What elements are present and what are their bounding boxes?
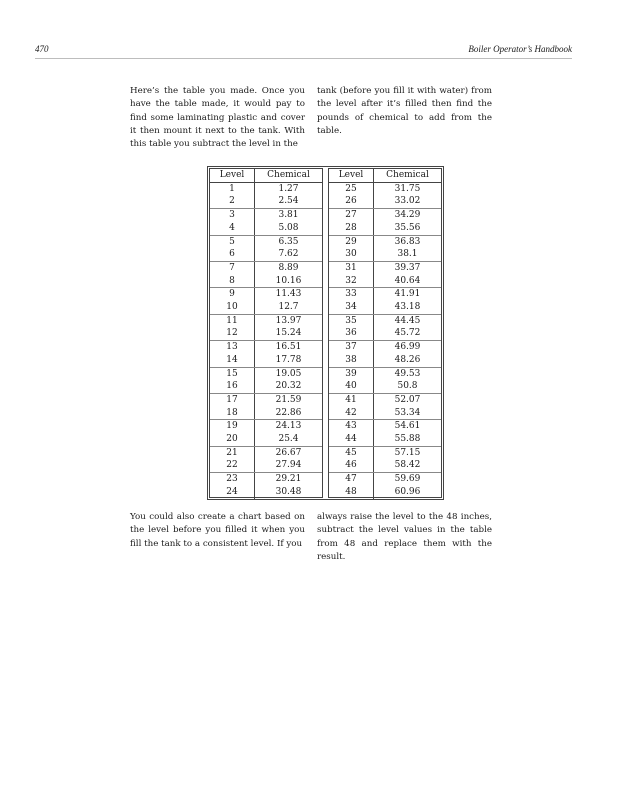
level-cell: 20 xyxy=(210,433,255,446)
chemical-cell: 53.34 xyxy=(374,407,442,420)
chemical-cell: 27.94 xyxy=(255,459,323,472)
page-number: 470 xyxy=(35,44,49,54)
table-row xyxy=(329,195,441,208)
chemical-cell: 52.07 xyxy=(394,394,421,405)
level-cell: 7 xyxy=(210,261,255,274)
table-left-block xyxy=(209,168,323,498)
table-row xyxy=(210,486,322,499)
chemical-cell: 48.26 xyxy=(374,354,442,367)
chemical-cell: 10.16 xyxy=(255,275,323,288)
table-row xyxy=(329,420,441,433)
table-row xyxy=(210,473,322,486)
table-row xyxy=(329,182,441,195)
chemical-cell: 12.7 xyxy=(255,301,323,314)
table-row xyxy=(210,301,322,314)
table-row xyxy=(210,314,322,327)
table-row xyxy=(329,459,441,472)
chemical-cell: 16.51 xyxy=(275,342,302,353)
table-right xyxy=(329,169,441,499)
table-row xyxy=(329,301,441,314)
chemical-cell: 43.18 xyxy=(374,301,442,314)
level-cell: 43 xyxy=(329,420,374,433)
level-cell: 40 xyxy=(329,380,374,393)
header-chemical: Chemical xyxy=(374,169,442,182)
chemical-cell: 38.1 xyxy=(374,248,442,261)
chemical-cell: 15.24 xyxy=(255,327,323,340)
chemical-cell: 11.43 xyxy=(275,289,302,300)
level-cell: 25 xyxy=(329,182,374,195)
paragraph-followup-right: always raise the level to the 48 inches, subtract the level values in the table from 48 and replace them with the result. xyxy=(317,512,492,562)
chemical-cell: 39.37 xyxy=(394,262,421,273)
chemical-cell: 57.15 xyxy=(394,447,421,458)
level-cell: 26 xyxy=(329,195,374,208)
level-cell: 6 xyxy=(210,248,255,261)
level-cell: 1 xyxy=(210,182,255,195)
table-row xyxy=(329,367,441,380)
level-cell: 11 xyxy=(210,314,255,327)
level-cell: 31 xyxy=(329,261,374,274)
table-header-row xyxy=(210,169,322,182)
table-row xyxy=(329,209,441,222)
level-cell: 16 xyxy=(210,380,255,393)
table-row xyxy=(329,473,441,486)
level-cell: 17 xyxy=(210,393,255,406)
table-header-row xyxy=(329,169,441,182)
level-cell: 14 xyxy=(210,354,255,367)
table-row xyxy=(329,275,441,288)
table-row xyxy=(329,327,441,340)
table-row xyxy=(210,433,322,446)
level-cell: 10 xyxy=(210,301,255,314)
level-cell: 32 xyxy=(329,275,374,288)
chemical-cell: 55.88 xyxy=(374,433,442,446)
chemical-cell: 8.89 xyxy=(278,262,299,273)
chemical-cell: 46.99 xyxy=(394,342,421,353)
level-cell: 3 xyxy=(210,209,255,222)
table-row xyxy=(329,314,441,327)
chemical-cell: 58.42 xyxy=(374,459,442,472)
table-row xyxy=(210,420,322,433)
level-cell: 47 xyxy=(329,473,374,486)
header-level: Level xyxy=(329,169,374,182)
chemical-cell: 60.96 xyxy=(394,486,421,497)
table-row xyxy=(210,261,322,274)
table-row xyxy=(210,407,322,420)
level-cell: 33 xyxy=(329,288,374,301)
chemical-cell: 40.64 xyxy=(374,275,442,288)
chemical-cell: 24.13 xyxy=(275,421,302,432)
chemical-cell: 35.56 xyxy=(374,222,442,235)
level-cell: 4 xyxy=(210,222,255,235)
paragraph-intro-right: tank (before you fill it with water) from the level after it’s filled then find the pounds of chemical to add from the table. xyxy=(317,86,492,136)
level-cell: 18 xyxy=(210,407,255,420)
chemical-cell: 1.27 xyxy=(278,183,299,194)
chemical-cell: 6.35 xyxy=(278,236,299,247)
level-cell: 29 xyxy=(329,235,374,248)
table-row xyxy=(210,209,322,222)
chemical-cell: 54.61 xyxy=(394,421,421,432)
level-cell: 41 xyxy=(329,393,374,406)
level-cell: 19 xyxy=(210,420,255,433)
level-cell: 36 xyxy=(329,327,374,340)
header-chemical: Chemical xyxy=(255,169,323,182)
level-cell: 23 xyxy=(210,473,255,486)
table-row xyxy=(210,288,322,301)
chemical-cell: 45.72 xyxy=(374,327,442,340)
level-cell: 45 xyxy=(329,446,374,459)
table-row xyxy=(329,393,441,406)
level-cell: 22 xyxy=(210,459,255,472)
level-cell: 15 xyxy=(210,367,255,380)
level-cell: 9 xyxy=(210,288,255,301)
chemical-cell: 20.32 xyxy=(255,380,323,393)
chemical-cell: 29.21 xyxy=(275,474,302,485)
table-row xyxy=(329,354,441,367)
table-row xyxy=(329,407,441,420)
table-row xyxy=(329,486,441,499)
table-row xyxy=(329,433,441,446)
chemical-cell: 31.75 xyxy=(394,183,421,194)
chemical-cell: 44.45 xyxy=(394,315,421,326)
chemical-cell: 2.54 xyxy=(255,195,323,208)
table-row xyxy=(329,288,441,301)
table-row xyxy=(329,222,441,235)
level-cell: 37 xyxy=(329,341,374,354)
table-row xyxy=(210,446,322,459)
chemical-cell: 34.29 xyxy=(394,210,421,221)
header-level: Level xyxy=(210,169,255,182)
chemical-cell: 30.48 xyxy=(275,486,302,497)
chemical-cell: 41.91 xyxy=(394,289,421,300)
table-row xyxy=(329,380,441,393)
level-cell: 30 xyxy=(329,248,374,261)
level-cell: 8 xyxy=(210,275,255,288)
paragraph-intro-left: Here’s the table you made. Once you have the table made, it would pay to find some laminating plastic and cover it then mount it next to the tank. With this table you subtract the level in the xyxy=(130,86,305,150)
level-cell: 42 xyxy=(329,407,374,420)
table-row xyxy=(329,341,441,354)
level-cell: 2 xyxy=(210,195,255,208)
chemical-cell: 50.8 xyxy=(374,380,442,393)
level-cell: 13 xyxy=(210,341,255,354)
table-row xyxy=(329,235,441,248)
table-row xyxy=(210,393,322,406)
table-row xyxy=(329,446,441,459)
table-left xyxy=(210,169,322,499)
chemical-cell: 26.67 xyxy=(275,447,302,458)
table-row xyxy=(210,380,322,393)
level-cell: 35 xyxy=(329,314,374,327)
table-row xyxy=(329,261,441,274)
chemical-cell: 36.83 xyxy=(394,236,421,247)
level-cell: 24 xyxy=(210,486,255,499)
level-cell: 21 xyxy=(210,446,255,459)
chemical-cell: 59.69 xyxy=(394,474,421,485)
table-row xyxy=(210,275,322,288)
table-row xyxy=(210,222,322,235)
table-row xyxy=(210,195,322,208)
chemical-cell: 3.81 xyxy=(278,210,299,221)
table-row xyxy=(210,235,322,248)
level-cell: 39 xyxy=(329,367,374,380)
paragraph-followup-left: You could also create a chart based on the level before you filled it when you fill the tank to a consistent level. If you xyxy=(130,512,305,549)
table-row xyxy=(210,327,322,340)
level-cell: 27 xyxy=(329,209,374,222)
level-cell: 28 xyxy=(329,222,374,235)
table-row xyxy=(210,459,322,472)
chemical-cell: 17.78 xyxy=(255,354,323,367)
chemical-table xyxy=(207,166,444,500)
chemical-cell: 49.53 xyxy=(394,368,421,379)
chemical-cell: 5.08 xyxy=(255,222,323,235)
level-cell: 46 xyxy=(329,459,374,472)
chemical-cell: 7.62 xyxy=(255,248,323,261)
level-cell: 44 xyxy=(329,433,374,446)
level-cell: 5 xyxy=(210,235,255,248)
level-cell: 48 xyxy=(329,486,374,499)
chemical-cell: 22.86 xyxy=(255,407,323,420)
table-row xyxy=(210,354,322,367)
chemical-cell: 25.4 xyxy=(255,433,323,446)
chemical-cell: 21.59 xyxy=(275,394,302,405)
running-header xyxy=(35,44,572,59)
table-row xyxy=(210,248,322,261)
level-cell: 34 xyxy=(329,301,374,314)
book-title: Boiler Operator’s Handbook xyxy=(468,44,572,54)
table-row xyxy=(329,248,441,261)
level-cell: 12 xyxy=(210,327,255,340)
chemical-cell: 13.97 xyxy=(275,315,302,326)
table-row xyxy=(210,367,322,380)
table-right-block xyxy=(328,168,442,498)
table-row xyxy=(210,341,322,354)
level-cell: 38 xyxy=(329,354,374,367)
chemical-cell: 19.05 xyxy=(275,368,302,379)
table-row xyxy=(210,182,322,195)
chemical-cell: 33.02 xyxy=(374,195,442,208)
